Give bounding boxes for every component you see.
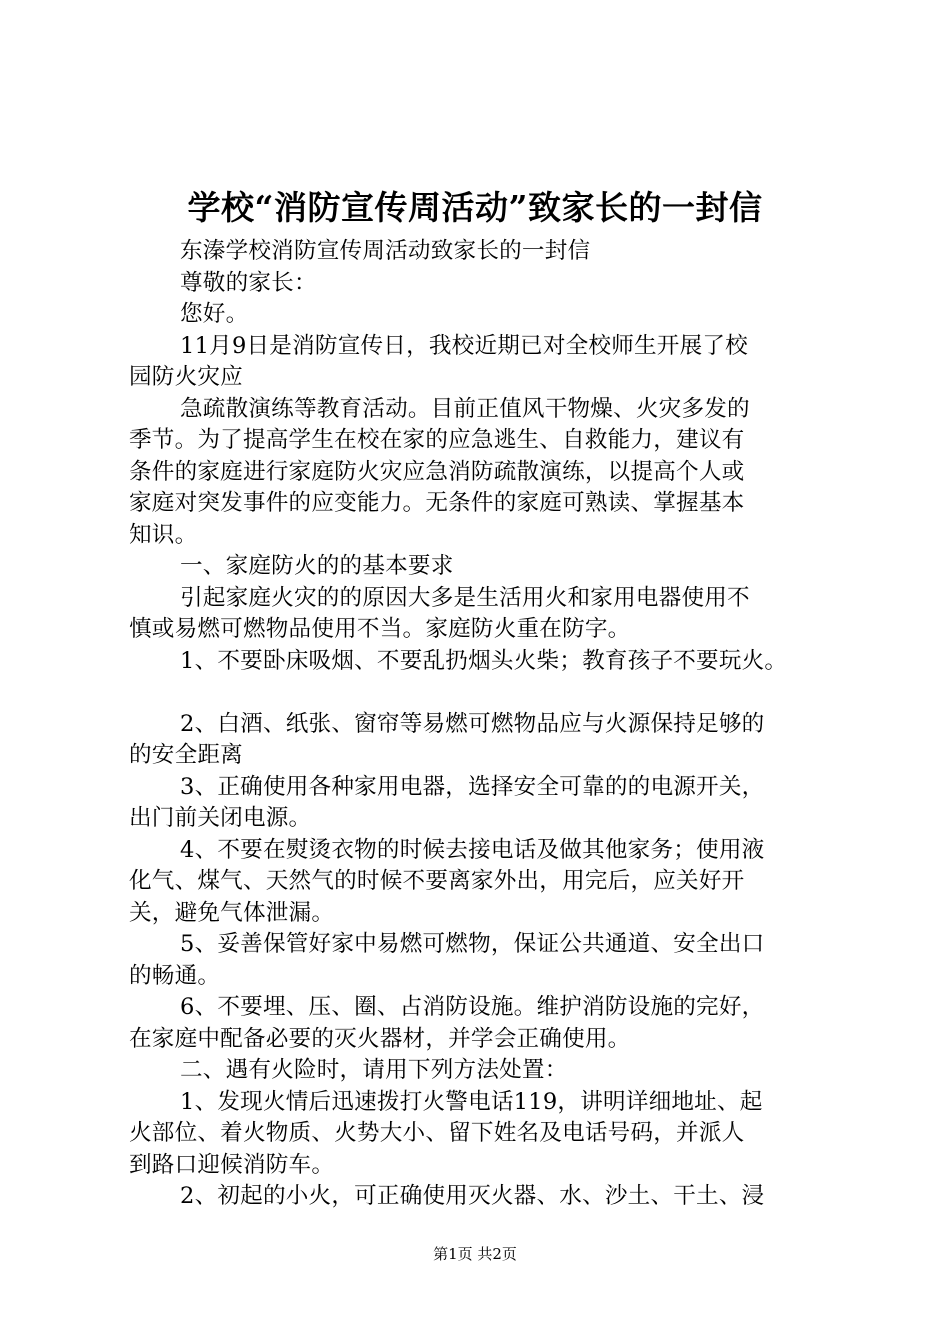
text-line: 的安全距离	[129, 742, 243, 768]
text-line: 关，避免气体泄漏。	[129, 899, 335, 926]
text-line: 11月9日是消防宣传日，我校近期已对全校师生开展了校	[180, 332, 748, 359]
text-line: 6、不要埋、压、圈、占消防设施。维护消防设施的完好，	[180, 994, 765, 1020]
text-line: 在家庭中配备必要的灭火器材，并学会正确使用。	[129, 1025, 631, 1052]
text-line: 季节。为了提高学生在校在家的应急逃生、自救能力，建议有	[129, 427, 745, 453]
text-line: 2、初起的小火，可正确使用灭火器、水、沙土、干土、浸	[180, 1183, 765, 1209]
text-line: 慎或易燃可燃物品使用不当。家庭防火重在防字。	[129, 616, 631, 642]
text-line: 您好。	[180, 301, 249, 327]
text-line	[129, 677, 841, 709]
text-line: 引起家庭火灾的的原因大多是生活用火和家用电器使用不	[180, 584, 750, 611]
text-line: 急疏散演练等教育活动。目前正值风干物燥、火灾多发的	[180, 395, 750, 422]
text-line: 二、遇有火险时，请用下列方法处置：	[180, 1057, 568, 1083]
document-title: 学校“消防宣传周活动”致家长的一封信	[187, 188, 763, 227]
text-line: 火部位、着火物质、火势大小、留下姓名及电话号码，并派人	[129, 1120, 745, 1146]
document-body	[129, 236, 841, 1213]
text-line: 4、不要在熨烫衣物的时候去接电话及做其他家务；使用液	[180, 836, 765, 863]
text-line: 家庭对突发事件的应变能力。无条件的家庭可熟读、掌握基本	[129, 490, 745, 516]
text-line: 尊敬的家长：	[180, 269, 317, 296]
text-line: 园防火灾应	[129, 364, 243, 390]
text-line: 1、发现火情后迅速拨打火警电话119，讲明详细地址、起	[180, 1088, 763, 1115]
page-footer: 第1页 共2页	[433, 1245, 517, 1263]
text-line: 2、白酒、纸张、窗帘等易燃可燃物品应与火源保持足够的	[180, 710, 765, 737]
text-line: 到路口迎候消防车。	[129, 1151, 335, 1178]
text-line: 一、家庭防火的的基本要求	[180, 553, 454, 579]
text-line: 1、不要卧床吸烟、不要乱扔烟头火柴；教育孩子不要玩火。	[180, 647, 788, 674]
text-line: 东溱学校消防宣传周活动致家长的一封信	[180, 238, 591, 264]
text-line: 化气、煤气、天然气的时候不要离家外出，用完后，应关好开	[129, 868, 745, 894]
text-line: 知识。	[129, 521, 198, 548]
text-line: 出门前关闭电源。	[129, 805, 312, 831]
text-line: 条件的家庭进行家庭防火灾应急消防疏散演练，以提高个人或	[129, 458, 745, 485]
text-line: 5、妥善保管好家中易燃可燃物，保证公共通道、安全出口	[180, 931, 765, 957]
text-line: 3、正确使用各种家用电器，选择安全可靠的的电源开关，	[180, 773, 765, 800]
text-line: 的畅通。	[129, 962, 221, 989]
